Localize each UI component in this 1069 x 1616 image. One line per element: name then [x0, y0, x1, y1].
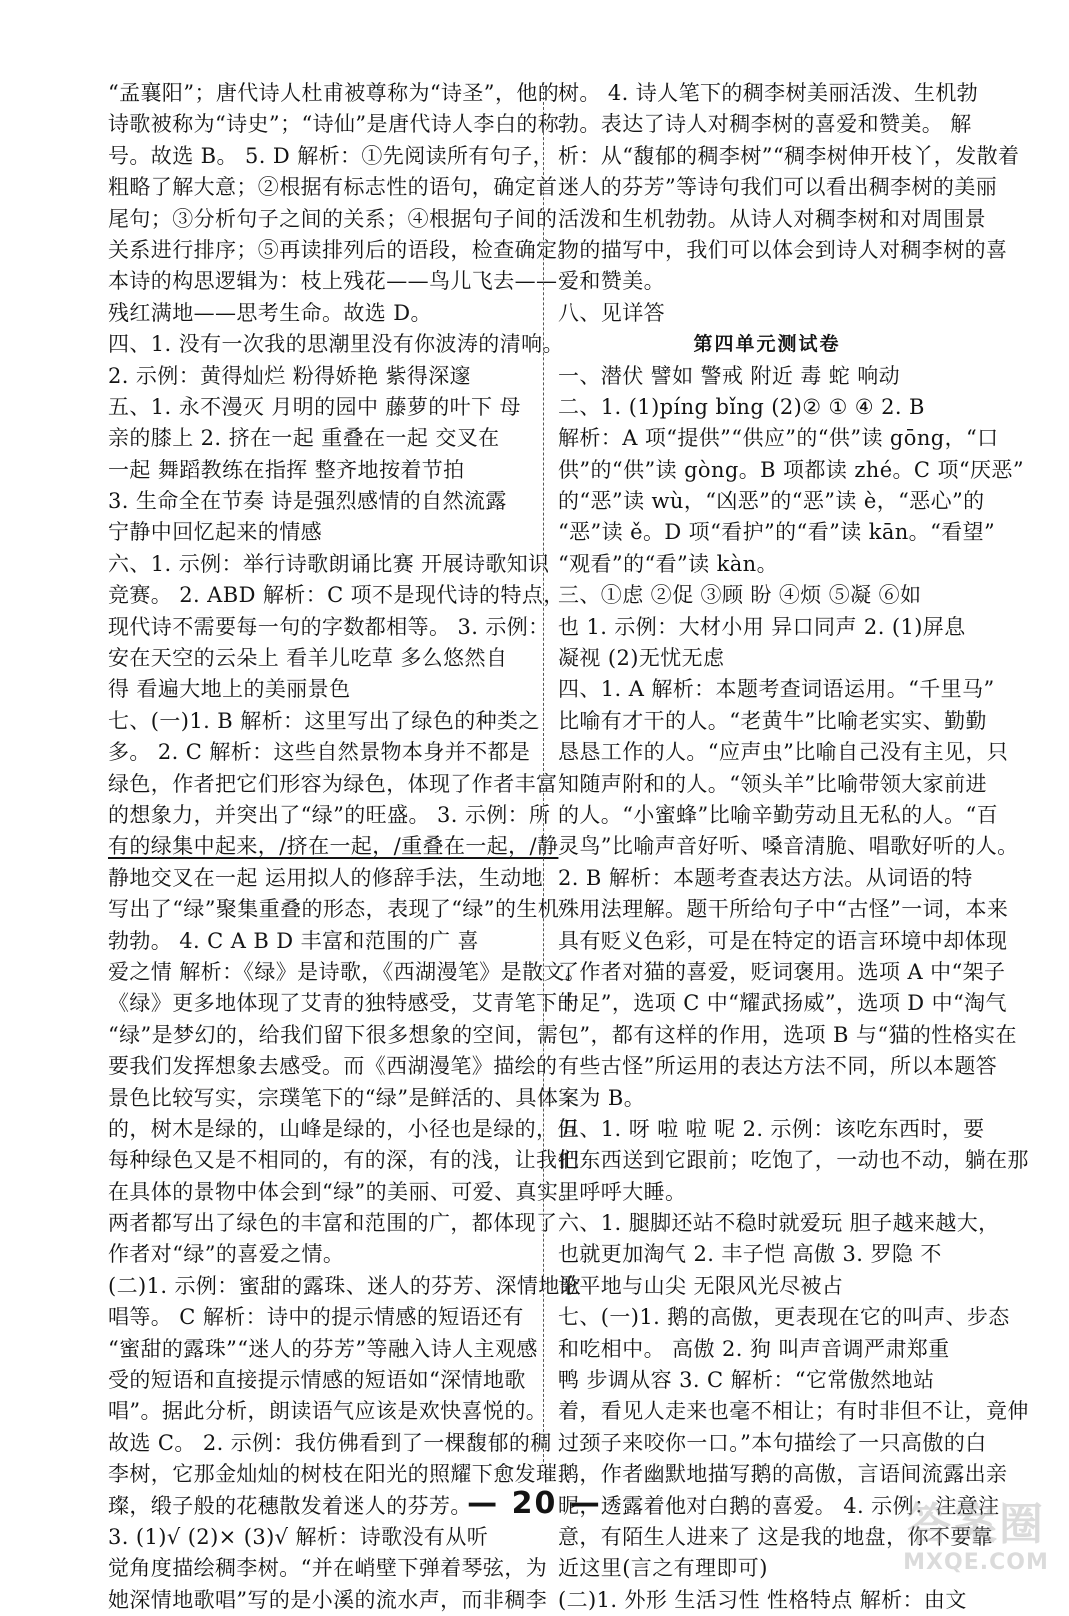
text-line	[108, 1585, 548, 1616]
line-text: 唱”。据此分析，朗读语气应该是欢快喜悦的。	[108, 1399, 548, 1424]
text-line	[108, 580, 565, 611]
text-line	[558, 800, 999, 831]
line-text: 知随声附和的人。“领头羊”比喻带领大家前进	[558, 771, 987, 796]
text-line	[108, 1020, 559, 1051]
text-line	[108, 957, 587, 988]
line-text: 的人。“小蜜蜂”比喻辛勤劳动且无私的人。“百	[558, 802, 999, 827]
line-text: 案为 B。	[558, 1085, 646, 1110]
text-line	[558, 1396, 1029, 1427]
line-text: 比喻有才干的人。“老黄牛”比喻老实实、勤勤	[558, 708, 987, 733]
line-text: 2. 示例：黄得灿烂 粉得娇艳 紫得深邃	[108, 363, 472, 388]
text-line	[558, 1114, 985, 1145]
line-text: 把东西送到它跟前；吃饱了，一动也不动，躺在那	[558, 1148, 1029, 1173]
line-text: 现代诗不需要每一句的字数都相等。 3. 示例：	[108, 614, 550, 639]
line-text: 六、1. 腿脚还站不稳时就爱玩 胆子越来越大，	[558, 1211, 1000, 1236]
line-text: 鸭 步调从容 3. C 解析：“它常傲然地站	[558, 1368, 935, 1393]
text-line	[558, 486, 985, 517]
text-line	[558, 266, 976, 297]
text-line	[108, 1334, 538, 1365]
text-line	[558, 957, 1006, 988]
line-text: 鹅，作者幽默地描写鹅的高傲，言语间流露出亲	[558, 1462, 1008, 1487]
text-line	[108, 988, 579, 1019]
text-line	[108, 1239, 533, 1270]
text-line	[558, 831, 1019, 862]
text-line	[558, 1051, 998, 1082]
text-line	[558, 706, 987, 737]
text-line	[558, 1302, 1010, 1333]
line-text: 具有贬义色彩，可是在特定的语言环境中却体现	[558, 928, 1008, 953]
text-line	[108, 361, 533, 392]
text-line	[108, 706, 540, 737]
text-line	[558, 926, 1008, 957]
line-text: 六、1. 示例：举行诗歌朗诵比赛 开展诗歌知识	[108, 551, 550, 576]
text-line	[108, 78, 560, 109]
text-line	[108, 831, 559, 862]
text-line	[108, 769, 558, 800]
line-text: 四、1. 没有一次我的思潮里没有你波涛的清响。	[108, 332, 564, 357]
line-text: 八、见详答	[558, 300, 665, 325]
text-line	[108, 926, 533, 957]
text-line	[558, 392, 976, 423]
line-text: 粗略了解大意；②根据有标志性的语句，确定首	[108, 175, 558, 200]
line-text: 意，有陌生人进来了 这是我的地盘，你不要靠	[558, 1524, 994, 1549]
text-line	[108, 894, 560, 925]
line-text: 本诗的构思逻辑为：枝上残花——鸟儿飞去——	[108, 269, 558, 294]
line-text: 也 1. 示例：大材小用 异口同声 2. (1)屏息	[558, 614, 966, 639]
line-text: 在具体的景物中体会到“绿”的美丽、可爱、真实。	[108, 1179, 580, 1204]
line-text: 里呼呼大睡。	[558, 1179, 687, 1204]
line-text: 第四单元测试卷	[693, 333, 841, 356]
text-line	[108, 455, 533, 486]
line-text: 作者对“绿”的喜爱之情。	[108, 1242, 345, 1267]
text-line	[108, 737, 533, 768]
text-line	[558, 1585, 976, 1616]
text-line	[558, 172, 998, 203]
line-text: 包”，都有这样的作用，选项 B 与“猫的性格实在	[558, 1022, 1017, 1047]
line-text: 受的短语和直接提示情感的短语如“深情地歌	[108, 1368, 526, 1393]
text-line	[108, 1051, 558, 1082]
text-line	[108, 643, 533, 674]
line-text: 亲的膝上 2. 挤在一起 重叠在一起 交叉在	[108, 426, 500, 451]
page-number: — 20 —	[467, 1486, 602, 1521]
line-text: 每种绿色又是不相同的，有的深，有的浅，让我们	[108, 1148, 579, 1173]
line-text: 三、①虑 ②促 ③顾 盼 ④烦 ⑤凝 ⑥如	[558, 583, 922, 608]
line-text: 析：从“馥郁的稠李树”“稠李树伸开枝丫，发散着	[558, 143, 1020, 168]
line-text: 勃勃。 4. C A B D 丰富和范围的广 喜	[108, 928, 479, 953]
line-text: 她深情地歌唱”写的是小溪的流水声，而非稠李	[108, 1587, 548, 1612]
line-text: 凝视 (2)无忧无虑	[558, 646, 725, 671]
line-text: 《绿》更多地体现了艾青的独特感受，艾青笔下的	[108, 991, 579, 1016]
text-line	[108, 392, 533, 423]
text-line	[558, 863, 976, 894]
line-text: 静地交叉在一起 运用拟人的修辞手法，生动地	[108, 865, 544, 890]
text-line	[108, 517, 533, 548]
text-line	[108, 1177, 580, 1208]
line-text: 着，看见人走来也毫不相让；有时非但不让，竟伸	[558, 1399, 1029, 1424]
line-text: 也就更加淘气 2. 丰子恺 高傲 3. 罗隐 不	[558, 1242, 942, 1267]
line-text: 景色比较写实，宗璞笔下的“绿”是鲜活的、具体	[108, 1085, 559, 1110]
line-text: “恶”读 ě。D 项“看护”的“看”读 kān。“看望”	[558, 520, 996, 545]
line-text: 多。 2. C 解析：这些自然景物本身并不都是	[108, 740, 531, 765]
line-text: 过颈子来咬你一口。”本句描绘了一只高傲的白	[558, 1430, 987, 1455]
line-text: 一起 舞蹈教练在指挥 整齐地按着节拍	[108, 457, 465, 482]
line-text: 迷人的芬芳”等诗句我们可以看出稠李树的美丽	[558, 175, 998, 200]
line-text: 七、(一)1. B 解析：这里写出了绿色的种类之	[108, 708, 540, 733]
line-text: 残红满地——思考生命。故选 D。	[108, 300, 432, 325]
line-text: 得 看遍大地上的美丽景色	[108, 677, 351, 702]
text-line	[108, 204, 558, 235]
text-line	[558, 141, 1020, 172]
line-text: 有些古怪”所运用的表达方法不同，所以本题答	[558, 1054, 998, 1079]
text-line	[108, 1553, 548, 1584]
text-line	[108, 1271, 582, 1302]
text-line	[108, 266, 558, 297]
text-line	[558, 298, 976, 329]
line-text: 2. B 解析：本题考查表达方法。从词语的特	[558, 865, 973, 890]
line-text: “孟襄阳”；唐代诗人杜甫被尊称为“诗圣”，他的	[108, 81, 560, 105]
text-line	[558, 674, 995, 705]
line-text: 唱等。 C 解析：诗中的提示情感的短语还有	[108, 1305, 524, 1330]
text-line	[108, 612, 550, 643]
text-line	[108, 800, 551, 831]
text-line	[108, 863, 544, 894]
line-text: 安在天空的云朵上 看羊儿吃草 多么悠然自	[108, 646, 508, 671]
line-text: “观看”的“看”读 kàn。	[558, 551, 778, 576]
text-line	[558, 1020, 1017, 1051]
line-text: 要我们发挥想象去感受。而《西湖漫笔》描绘的	[108, 1054, 558, 1079]
line-text: 璨，缎子般的花穗散发着迷人的芬芳。	[108, 1493, 472, 1518]
text-line	[558, 769, 987, 800]
text-line	[558, 455, 1024, 486]
line-text: 爱之情 解析：《绿》是诗歌，《西湖漫笔》是散文。	[108, 959, 587, 984]
text-line	[558, 737, 1009, 768]
line-text: 觉角度描绘稠李树。“并在峭壁下弹着琴弦，为	[108, 1556, 548, 1581]
text-line	[108, 1083, 559, 1114]
line-text: 物的描写中，我们可以体会到诗人对稠李树的喜	[558, 237, 1008, 262]
text-line	[558, 235, 1008, 266]
line-text: 故选 C。 2. 示例：我仿佛看到了一棵馥郁的稠	[108, 1430, 552, 1455]
text-line	[108, 141, 555, 172]
text-line	[558, 549, 976, 580]
text-line	[558, 643, 976, 674]
text-line	[108, 1396, 548, 1427]
line-text: 供”的“供”读 gòng。B 项都读 zhé。C 项“厌恶”	[558, 457, 1024, 482]
text-line	[108, 1365, 533, 1396]
line-text: 的“恶”读 wù，“凶恶”的“恶”读 è，“恶心”的	[558, 489, 985, 514]
line-text: 昵，透露着他对白鹅的喜爱。 4. 示例：注意注	[558, 1493, 1000, 1518]
line-text: 树。 4. 诗人笔下的稠李树美丽活泼、生机勃	[558, 81, 979, 105]
text-line	[108, 1428, 552, 1459]
watermark-url: MXQE.COM	[903, 1550, 1049, 1575]
text-line	[108, 423, 533, 454]
line-text: (二)1. 示例：蜜甜的露珠、迷人的芬芳、深情地歌	[108, 1273, 582, 1298]
text-line	[558, 1239, 976, 1270]
text-line	[108, 549, 550, 580]
text-line	[558, 78, 979, 109]
section-title	[558, 329, 976, 360]
text-line	[558, 1365, 976, 1396]
text-line	[558, 1177, 976, 1208]
text-line	[108, 1522, 533, 1553]
line-text: 3. (1)√ (2)× (3)√ 解析：诗歌没有从听	[108, 1524, 489, 1549]
line-text: (二)1. 外形 生活习性 性格特点 解析：由文	[558, 1587, 967, 1612]
watermark-logo-text: 答案圈	[907, 1499, 1045, 1550]
line-text: 李树，它那金灿灿的树枝在阳光的照耀下愈发璀	[108, 1462, 558, 1487]
text-line	[108, 1145, 579, 1176]
line-text: 爱和赞美。	[558, 269, 665, 294]
line-text: 论平地与山尖 无限风光尽被占	[558, 1273, 844, 1298]
line-text: 有的绿集中起来，/挤在一起，/重叠在一起，/静	[108, 834, 559, 859]
line-text: 五、1. 呀 啦 啦 呢 2. 示例：该吃东西时，要	[558, 1116, 985, 1141]
text-line	[108, 329, 564, 360]
line-text: 四、1. A 解析：本题考查词语运用。“千里马”	[558, 677, 995, 702]
line-text: “蜜甜的露珠”“迷人的芬芳”等融入诗人主观感	[108, 1336, 538, 1361]
text-line	[558, 423, 999, 454]
column-divider	[543, 82, 544, 1462]
line-text: 灵鸟”比喻声音好听、嗓音清脆、唱歌好听的人。	[558, 834, 1019, 859]
text-line	[558, 612, 976, 643]
text-line	[558, 1145, 1029, 1176]
text-line	[558, 517, 996, 548]
line-text: 竞赛。 2. ABD 解析：C 项不是现代诗的特点，	[108, 583, 565, 608]
line-text: 宁静中回忆起来的情感	[108, 520, 322, 545]
text-line	[558, 1208, 1000, 1239]
line-text: 和吃相中。 高傲 2. 狗 叫声音调严肃郑重	[558, 1336, 950, 1361]
line-text: 一、潜伏 譬如 警戒 附近 毒 蛇 响动	[558, 363, 901, 388]
line-text: 七、(一)1. 鹅的高傲，更表现在它的叫声、步态	[558, 1305, 1010, 1330]
watermark-logo	[901, 1500, 1051, 1588]
text-line	[558, 361, 976, 392]
text-line	[558, 988, 1007, 1019]
line-text: 的，树木是绿的，山峰是绿的，小径也是绿的，但	[108, 1116, 579, 1141]
text-line	[558, 109, 976, 140]
line-text: 写出了“绿”聚集重叠的形态，表现了“绿”的生机	[108, 897, 560, 922]
line-text: 诗歌被称为“诗史”；“诗仙”是唐代诗人李白的称	[108, 112, 560, 137]
text-line	[108, 486, 533, 517]
text-line	[108, 235, 579, 266]
text-line	[558, 1083, 976, 1114]
text-line	[108, 1302, 533, 1333]
line-text: 二、1. (1)píng bǐng (2)② ① ④ 2. B	[558, 394, 925, 419]
text-line	[558, 580, 976, 611]
line-text: 近这里(言之有理即可)	[558, 1556, 768, 1581]
text-line	[558, 1334, 976, 1365]
line-text: 勃。表达了诗人对稠李树的喜爱和赞美。 解	[558, 112, 972, 137]
text-line	[108, 1208, 558, 1239]
right-column	[558, 78, 1029, 1616]
text-line	[558, 204, 986, 235]
text-line	[108, 109, 560, 140]
line-text: 五、1. 永不漫灭 月明的园中 藤萝的叶下 母	[108, 394, 521, 419]
line-text: 两者都写出了绿色的丰富和范围的广，都体现了	[108, 1211, 558, 1236]
line-text: 尾句；③分析句子之间的关系；④根据句子间的	[108, 206, 558, 231]
line-text: 了作者对猫的喜爱，贬词褒用。选项 A 中“架子	[558, 959, 1006, 984]
line-text: 关系进行排序；⑤再读排列后的语段，检查确定。	[108, 237, 579, 262]
line-text: 十足”，选项 C 中“耀武扬威”，选项 D 中“淘气	[558, 991, 1007, 1016]
line-text: 号。故选 B。 5. D 解析：①先阅读所有句子，	[108, 143, 555, 168]
text-line	[108, 172, 558, 203]
text-line	[558, 1271, 976, 1302]
line-text: 活泼和生机勃勃。从诗人对稠李树和对周围景	[558, 206, 986, 231]
line-text: 绿色，作者把它们形容为绿色，体现了作者丰富	[108, 771, 558, 796]
text-line	[108, 1114, 579, 1145]
text-line	[108, 298, 533, 329]
line-text: 解析：A 项“提供”“供应”的“供”读 gōng，“口	[558, 426, 999, 451]
text-line	[558, 894, 1009, 925]
text-line	[108, 674, 533, 705]
line-text: “绿”是梦幻的，给我们留下很多想象的空间，需	[108, 1022, 559, 1047]
text-line	[558, 1428, 987, 1459]
line-text: 恳恳工作的人。“应声虫”比喻自己没有主见，只	[558, 740, 1009, 765]
line-text: 殊用法理解。题干所给句子中“古怪”一词，本来	[558, 897, 1009, 922]
line-text: 的想象力，并突出了“绿”的旺盛。 3. 示例：所	[108, 802, 551, 827]
line-text: 3. 生命全在节奏 诗是强烈感情的自然流露	[108, 489, 507, 514]
